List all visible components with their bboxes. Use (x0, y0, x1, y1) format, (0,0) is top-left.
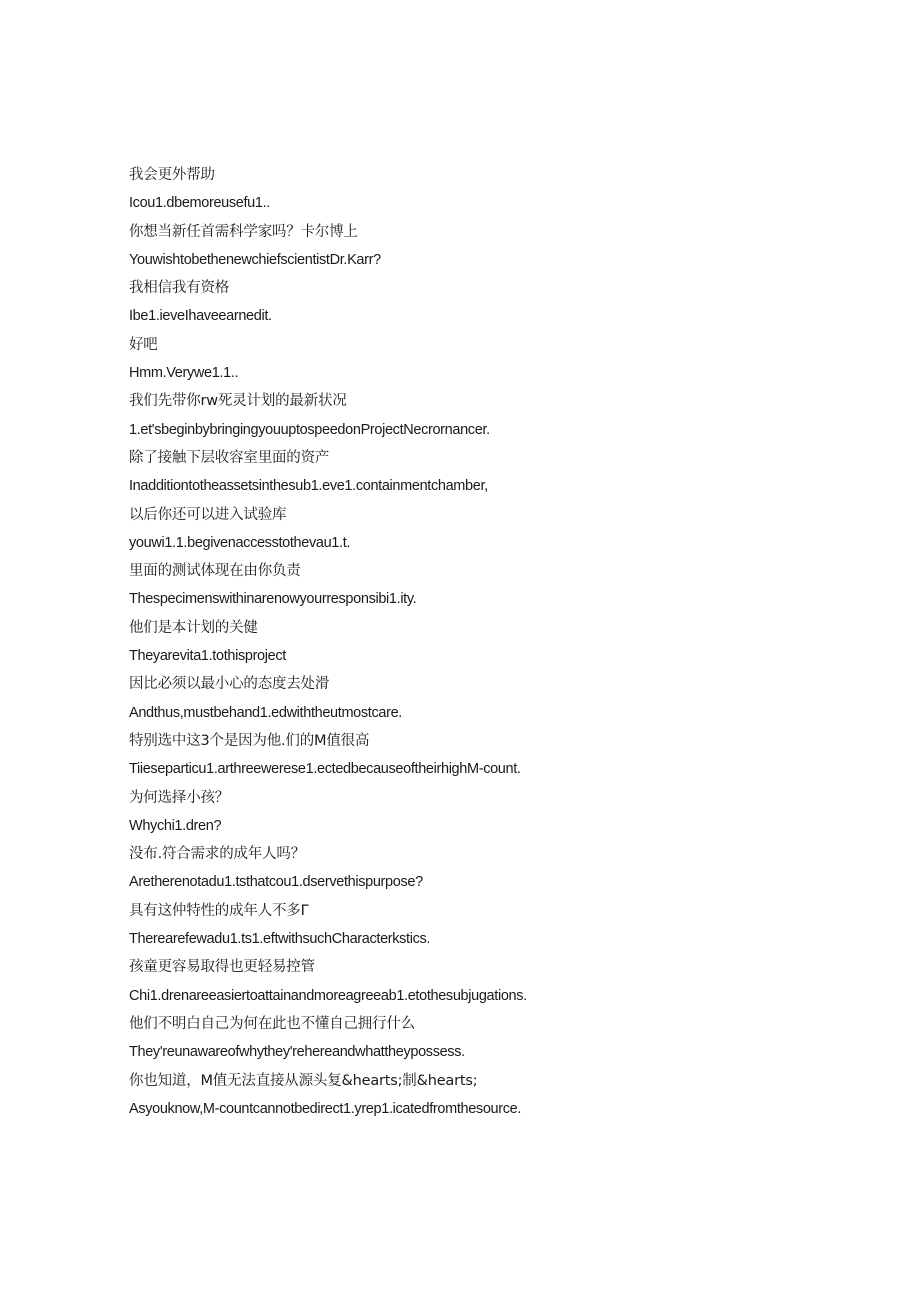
line-en: Ibe1.ieveIhaveearnedit. (129, 308, 272, 325)
line-zh: 你也知道，M值无法直接从源头复&hearts;制&hearts; (129, 1072, 478, 1089)
line-zh: 以后你还可以进入试验库 (129, 506, 287, 523)
line-zh: 为何选择小孩？ (129, 789, 230, 806)
line-zh: 具有这仲特性的成年人不多Г (129, 902, 310, 919)
line-en: Hmm.Verywe1.1.. (129, 365, 239, 382)
line-en: 1.et'sbeginbybringingyouuptospeedonProjectNecrornancer. (129, 421, 490, 438)
line-en: Icou1.dbemoreusefu1.. (129, 195, 270, 212)
line-en: Therearefewadu1.ts1.eftwithsuchCharacterkstics. (129, 931, 431, 948)
line-zh: 因比必须以最小心的态度去处滑 (129, 676, 330, 693)
line-en: Tiieseparticu1.arthreewerese1.ectedbecauseoftheirhighM-count. (129, 761, 521, 778)
line-en: Asyouknow,M-countcannotbedirect1.yrep1.icatedfromthesource. (129, 1100, 522, 1117)
transcript-lines (129, 161, 849, 1123)
line-zh: 你想当新任首需科学家吗？卡尔博上 (129, 223, 358, 240)
line-en: Thespecimenswithinarenowyourresponsibi1.ity. (129, 591, 417, 608)
line-zh: 我们先带你rw死灵计划的最新状况 (129, 393, 347, 410)
line-zh: 我会更外帮助 (129, 167, 215, 183)
line-en: Chi1.drenareeasiertoattainandmoreagreeab1.etothesubjugations. (129, 987, 527, 1004)
line-en: They'reunawareofwhythey'rehereandwhattheypossess. (129, 1044, 465, 1061)
line-zh: 好吧 (129, 336, 158, 353)
line-en: youwi1.1.begivenaccesstothevau1.t. (129, 534, 351, 551)
line-zh: 孩童更容易取得也更轻易控管 (129, 959, 315, 976)
line-zh: 我相信我有资格 (129, 280, 230, 297)
line-zh: 他们不明白自己为何在此也不懂自己拥行什么 (129, 1015, 415, 1032)
line-en: Theyarevita1.tothisproject (129, 648, 286, 665)
line-zh: 没布.符合需求的成年人吗？ (129, 846, 306, 863)
line-zh: 除了接触下层收容室里面的资产 (129, 449, 330, 466)
line-zh: 里面的测试体现在由你负责 (129, 563, 301, 580)
line-en: Whychi1.dren? (129, 817, 222, 834)
line-zh: 他们是本计划的关健 (129, 619, 258, 636)
line-en: Andthus,mustbehand1.edwiththeutmostcare. (129, 704, 402, 721)
line-en: Inadditiontotheassetsinthesub1.eve1.containmentchamber, (129, 478, 488, 495)
line-zh: 特别选中这3个是因为他.们的M值很高 (129, 732, 370, 749)
line-en: YouwishtobethenewchiefscientistDr.Karr? (129, 251, 381, 268)
line-en: Aretherenotadu1.tsthatcou1.dservethispurpose? (129, 874, 423, 891)
